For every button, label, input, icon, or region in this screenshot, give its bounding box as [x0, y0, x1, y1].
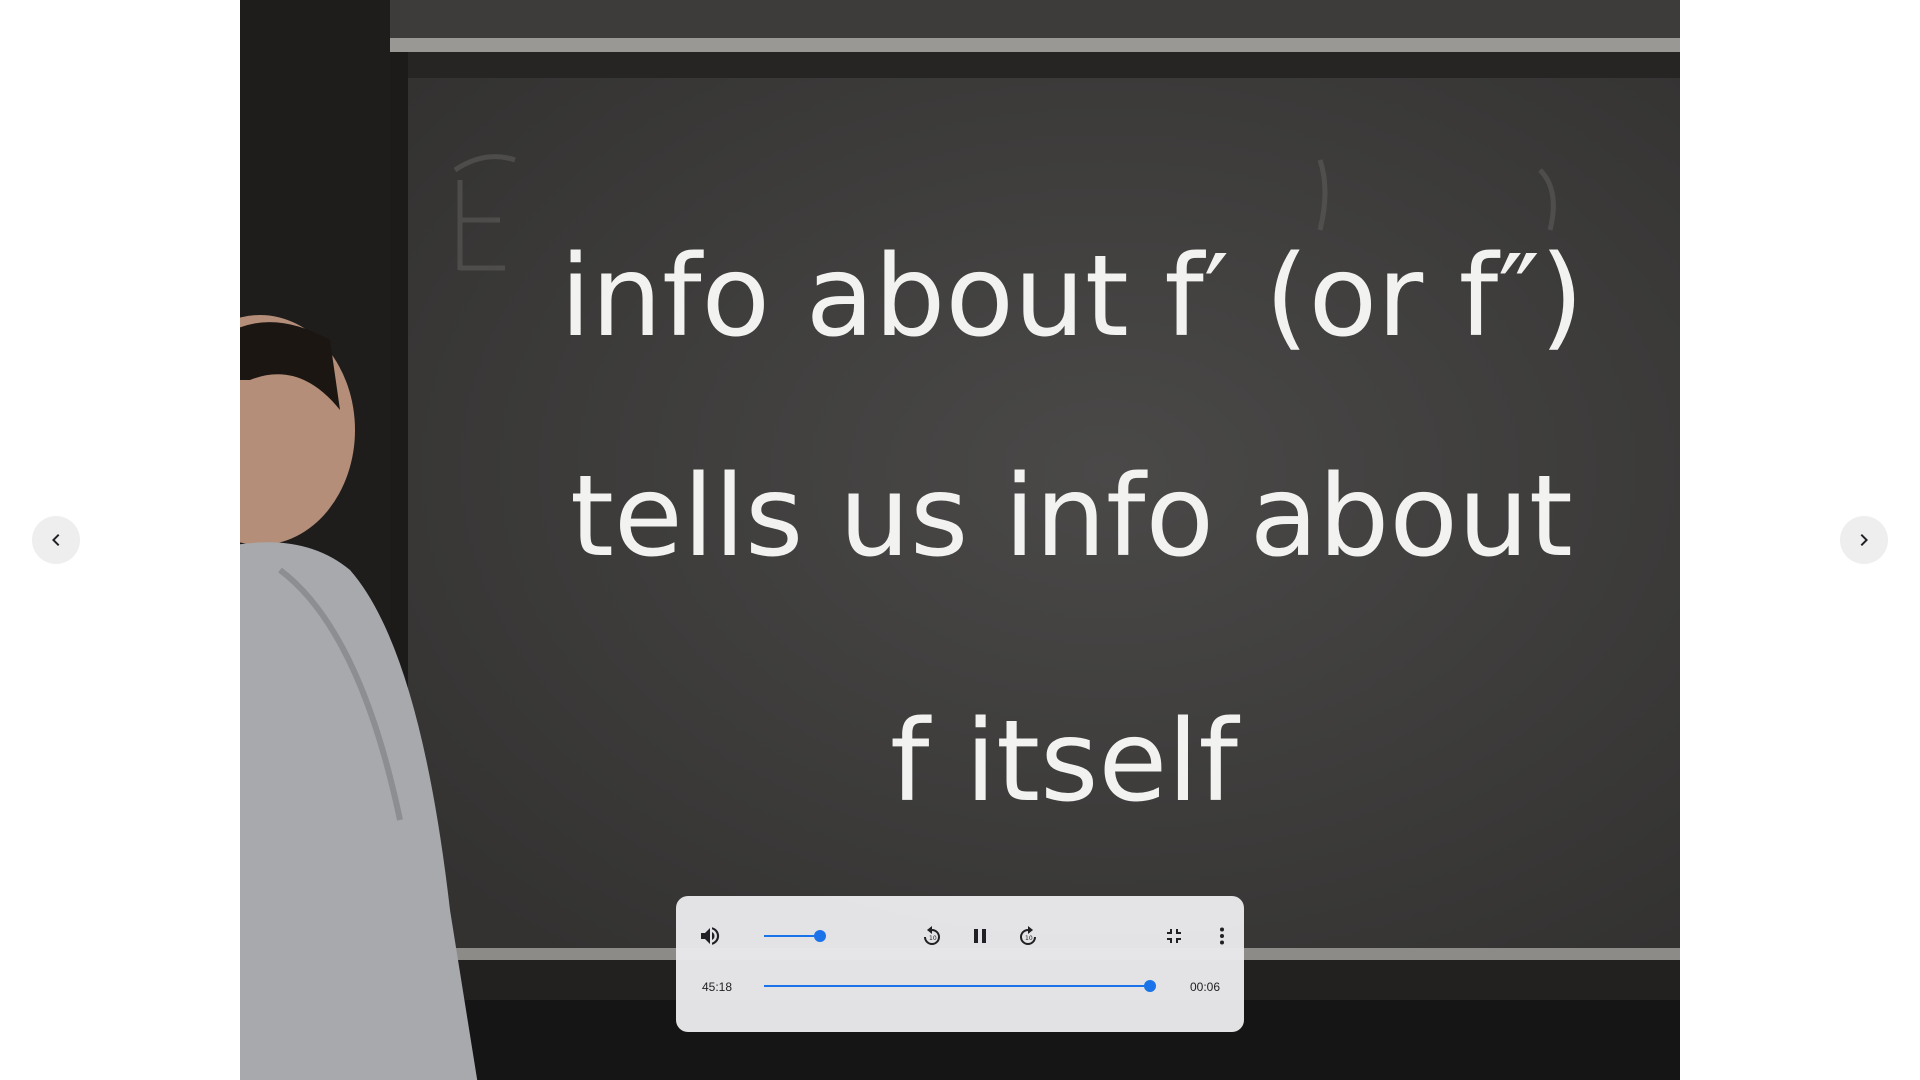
progress-slider-thumb[interactable] [1144, 980, 1156, 992]
previous-button[interactable] [32, 516, 80, 564]
pause-toggle-button[interactable] [960, 916, 1000, 956]
volume-up-icon [698, 924, 722, 948]
replay-10-icon [920, 924, 944, 948]
svg-text:10: 10 [929, 935, 937, 942]
exit-fullscreen-button[interactable] [1154, 916, 1194, 956]
svg-text:10: 10 [1025, 935, 1033, 942]
pause-icon [968, 924, 992, 948]
forward-10-button[interactable] [1008, 916, 1048, 956]
board-line-3: f itself [890, 697, 1238, 827]
progress-slider[interactable] [764, 976, 1154, 996]
volume-button[interactable] [690, 916, 730, 956]
chevron-right-icon [1852, 528, 1876, 552]
rewind-10-button[interactable] [912, 916, 952, 956]
chevron-left-icon [44, 528, 68, 552]
forward-10-icon [1016, 924, 1040, 948]
volume-slider[interactable] [764, 926, 834, 946]
board-line-2: tells us info about [570, 452, 1573, 582]
next-button[interactable] [1840, 516, 1888, 564]
volume-slider-thumb[interactable] [814, 930, 826, 942]
more-vert-icon [1210, 924, 1234, 948]
remaining-time: 00:06 [1190, 980, 1221, 994]
fullscreen-exit-icon [1162, 924, 1186, 948]
player-controls [676, 896, 1244, 1032]
elapsed-time: 45:18 [702, 980, 733, 994]
board-line-1: info about f′ (or f″) [560, 232, 1584, 362]
more-options-button[interactable] [1202, 916, 1242, 956]
